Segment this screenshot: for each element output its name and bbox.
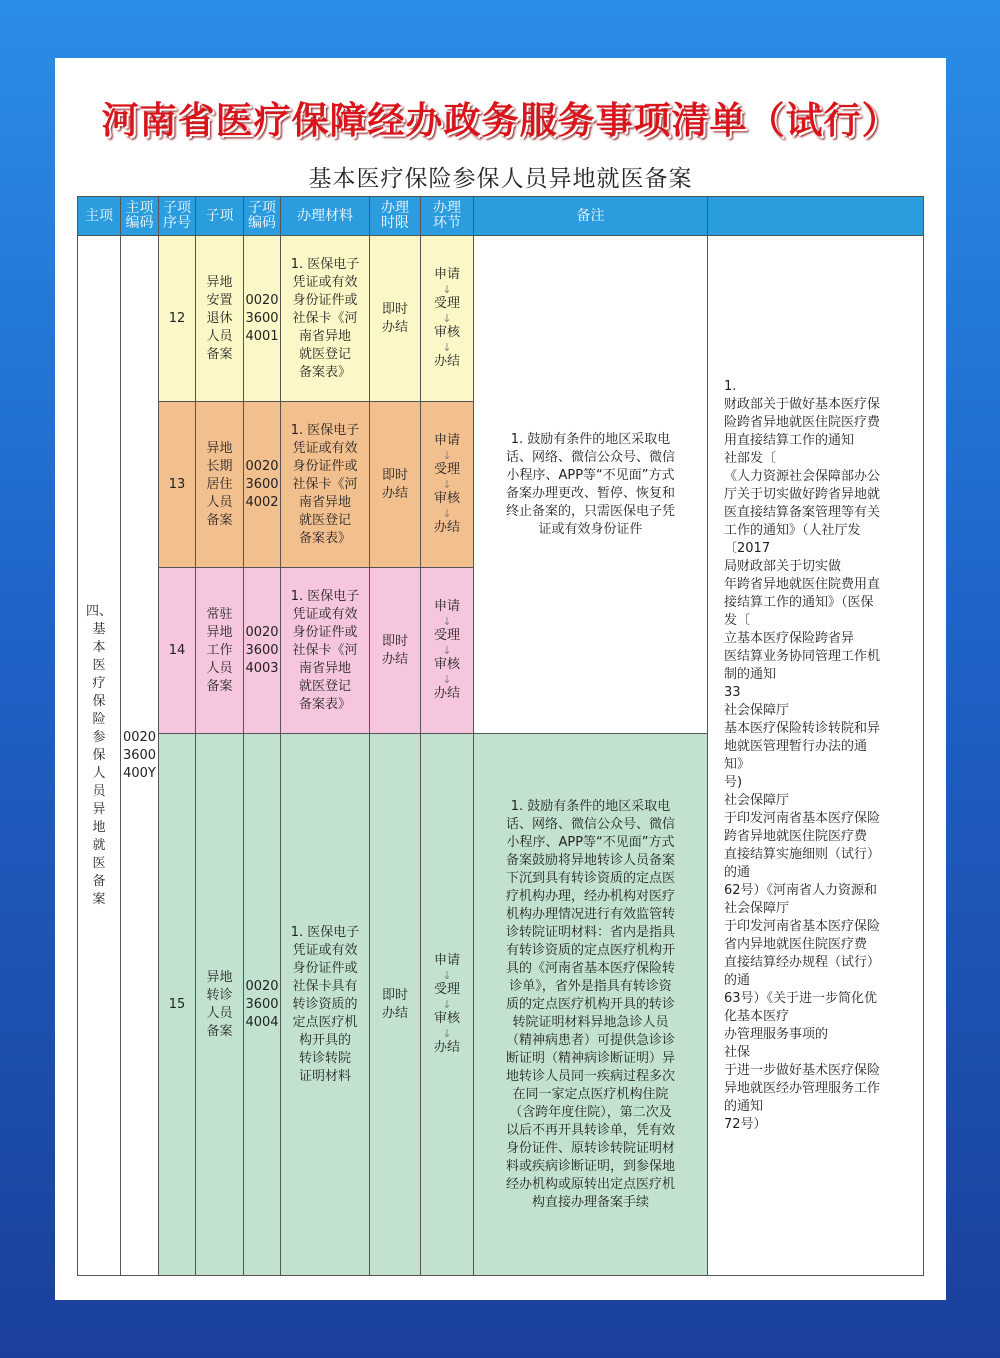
sub-no-cell: 15 — [159, 734, 196, 1276]
text-line: 4002 — [245, 494, 279, 510]
text-line: （精神病患者）可提供急诊诊 — [505, 1032, 675, 1048]
text-line: 南省异地 — [298, 328, 351, 344]
text-line: 办结 — [381, 485, 408, 501]
text-line: 话、网络、微信公众号、微信 — [505, 449, 675, 465]
text-line: 有转诊资质的定点医疗机构开 — [505, 942, 675, 958]
text-line: 转诊资质的 — [292, 996, 358, 1012]
text-line: 参 — [92, 729, 106, 745]
text-line: 4001 — [245, 328, 279, 344]
text-line: 身份证件或 — [292, 624, 358, 640]
text-line: 办结 — [381, 651, 408, 667]
text-line: 身份证件或 — [292, 458, 358, 474]
text-line: 局财政部关于切实做 — [724, 558, 842, 574]
text-line: 知》 — [724, 756, 751, 772]
header-materials: 办理材料 — [281, 197, 370, 236]
text-line: 社部发〔 — [724, 450, 777, 466]
text-line: 的通 — [724, 972, 751, 988]
text-line: 厅关于切实做好跨省异地就 — [724, 486, 881, 502]
text-line: 退休 — [206, 310, 233, 326]
sub-no-cell: 13 — [159, 402, 196, 568]
text-line: 医 — [92, 657, 106, 673]
service-table — [77, 196, 924, 1276]
sub-name-cell — [196, 734, 244, 1276]
text-line: 4003 — [245, 660, 279, 676]
text-line: 转院证明材料异地急诊人员 — [512, 1014, 669, 1030]
header-main-code: 主项 编码 — [121, 197, 159, 236]
text-line: 异 — [92, 801, 106, 817]
step-label: 办结 — [433, 686, 460, 701]
sub-title: 基本医疗保险参保人员异地就医备案 — [308, 166, 693, 192]
text-line: 0020 — [122, 729, 157, 745]
text-line: 南省异地 — [298, 660, 351, 676]
text-line: 备案表》 — [298, 696, 351, 712]
text-line: 终止备案的，只需医保电子凭 — [505, 503, 675, 519]
steps-cell — [421, 568, 474, 734]
text-line: 即时 — [381, 987, 408, 1003]
text-line: 1. 医保电子 — [290, 924, 360, 940]
text-line: 工作的通知》（人社厅发 — [724, 522, 861, 538]
text-line: 凭证或有效 — [292, 274, 358, 290]
down-arrow-icon: ↓ — [442, 644, 452, 657]
sub-code-cell — [244, 402, 281, 568]
down-arrow-icon: ↓ — [442, 998, 452, 1011]
text-line: 人 — [92, 765, 106, 781]
steps-cell — [421, 734, 474, 1276]
sub-code-cell — [244, 236, 281, 402]
limit-cell — [370, 734, 421, 1276]
text-line: 异地 — [206, 274, 233, 290]
text-line: 员 — [92, 783, 106, 799]
sub-code-cell — [244, 734, 281, 1276]
text-line: 料或疾病诊断证明，到参保地 — [505, 1158, 675, 1174]
text-line: 即时 — [381, 301, 408, 317]
text-line: 医 — [92, 855, 106, 871]
down-arrow-icon: ↓ — [442, 969, 452, 982]
step-label: 申请 — [433, 599, 460, 614]
down-arrow-icon: ↓ — [442, 478, 452, 491]
text-line: 就医登记 — [298, 346, 351, 362]
sub-name-cell — [196, 402, 244, 568]
text-line: 3600 — [245, 996, 279, 1012]
text-line: 化基本医疗 — [724, 1008, 790, 1024]
text-line: 基 — [92, 621, 106, 637]
text-line: 制的通知 — [724, 666, 777, 682]
main-code-cell — [121, 236, 159, 1276]
text-line: 备 — [92, 873, 106, 889]
header-basis — [708, 197, 924, 236]
text-line: 基本医疗保险转诊转院和异 — [724, 720, 881, 736]
text-line: 小程序、APP等“不见面”方式 — [506, 467, 675, 483]
limit-cell — [370, 236, 421, 402]
text-line: 于印发河南省基本医疗保险 — [724, 918, 881, 934]
text-line: 的通 — [724, 864, 751, 880]
text-line: 构开具的 — [298, 1032, 351, 1048]
step-label: 办结 — [433, 1040, 460, 1055]
header-remark: 备注 — [474, 197, 708, 236]
text-line: 0020 — [245, 458, 279, 474]
step-label: 申请 — [433, 953, 460, 968]
text-line: 0020 — [245, 624, 279, 640]
step-label: 审核 — [433, 491, 460, 506]
text-line: 的通知 — [724, 1098, 764, 1114]
text-line: 0020 — [245, 292, 279, 308]
text-line: 常驻 — [206, 606, 233, 622]
steps-cell — [421, 236, 474, 402]
text-line: 立基本医疗保险跨省异 — [724, 630, 855, 646]
text-line: 异地 — [206, 440, 233, 456]
materials-cell — [281, 568, 370, 734]
down-arrow-icon: ↓ — [442, 1027, 452, 1040]
text-line: 财政部关于做好基本医疗保 — [724, 396, 881, 412]
text-line: 1. — [724, 378, 737, 394]
header-limit: 办理 时限 — [370, 197, 421, 236]
text-line: 社会保障厅 — [724, 900, 790, 916]
text-line: 人员 — [206, 1005, 233, 1021]
text-line: 保 — [92, 747, 106, 763]
text-line: 诊单》，省外是指具有转诊资 — [509, 978, 672, 994]
text-line: 63号）《关于进一步简化优 — [724, 990, 878, 1006]
header-sub-no: 子项 序号 — [159, 197, 196, 236]
basis-cell — [708, 236, 924, 1276]
text-line: 即时 — [381, 633, 408, 649]
step-label: 办结 — [433, 520, 460, 535]
text-line: 4004 — [245, 1014, 279, 1030]
text-line: 案 — [92, 891, 106, 907]
text-line: 构直接办理备案手续 — [531, 1194, 649, 1210]
text-line: 身份证件或 — [292, 960, 358, 976]
text-line: 身份证件、原转诊转院证明材 — [505, 1140, 675, 1156]
sub-no-cell: 12 — [159, 236, 196, 402]
sub-name-cell — [196, 568, 244, 734]
down-arrow-icon: ↓ — [442, 283, 452, 296]
text-line: 工作 — [206, 642, 233, 658]
materials-cell — [281, 734, 370, 1276]
text-line: 备案 — [206, 678, 233, 694]
text-line: 经办机构或原转出定点医疗机 — [505, 1176, 675, 1192]
sub-no-cell: 14 — [159, 568, 196, 734]
step-label: 申请 — [433, 267, 460, 282]
text-line: 地转诊人员同一疾病过程多次 — [505, 1068, 675, 1084]
text-line: 用直接结算工作的通知 — [724, 432, 855, 448]
header-sub-code: 子项 编码 — [244, 197, 281, 236]
text-line: 社会保障厅 — [724, 792, 790, 808]
text-line: 身份证件或 — [292, 292, 358, 308]
text-line: 在同一家定点医疗机构住院 — [512, 1086, 669, 1102]
header-main: 主项 — [78, 197, 121, 236]
text-line: 地就医管理暂行办法的通 — [724, 738, 868, 754]
text-line: 省内异地就医住院医疗费 — [724, 936, 868, 952]
limit-cell — [370, 568, 421, 734]
text-line: 就 — [92, 837, 106, 853]
text-line: 保 — [92, 693, 106, 709]
text-line: 人员 — [206, 494, 233, 510]
step-label: 受理 — [433, 628, 460, 643]
text-line: 备案鼓励将异地转诊人员备案 — [505, 852, 675, 868]
text-line: 社保 — [724, 1044, 751, 1060]
text-line: 62号）《河南省人力资源和 — [724, 882, 878, 898]
limit-cell — [370, 402, 421, 568]
text-line: 断证明（精神病诊断证明）异 — [505, 1050, 675, 1066]
text-line: 疗 — [92, 675, 106, 691]
text-line: 质的定点医疗机构开具的转诊 — [505, 996, 675, 1012]
text-line: 医直接结算备案管理等有关 — [724, 504, 881, 520]
sub-name-cell — [196, 236, 244, 402]
step-label: 审核 — [433, 657, 460, 672]
text-line: 险 — [92, 711, 106, 727]
steps-cell — [421, 402, 474, 568]
step-label: 申请 — [433, 433, 460, 448]
text-line: 社会保障厅 — [724, 702, 790, 718]
down-arrow-icon: ↓ — [442, 341, 452, 354]
text-line: 凭证或有效 — [292, 606, 358, 622]
materials-cell — [281, 236, 370, 402]
sub-code-cell — [244, 568, 281, 734]
step-label: 受理 — [433, 982, 460, 997]
text-line: 1. 医保电子 — [290, 588, 360, 604]
text-line: 南省异地 — [298, 494, 351, 510]
text-line: 备案 — [206, 346, 233, 362]
text-line: 居住 — [206, 476, 233, 492]
text-line: 四、 — [85, 603, 112, 619]
down-arrow-icon: ↓ — [442, 449, 452, 462]
down-arrow-icon: ↓ — [442, 507, 452, 520]
step-label: 受理 — [433, 296, 460, 311]
text-line: 凭证或有效 — [292, 440, 358, 456]
text-line: 接结算工作的通知》（医保 — [724, 594, 874, 610]
text-line: 0020 — [245, 978, 279, 994]
text-line: 转诊 — [206, 987, 233, 1003]
text-line: 于印发河南省基本医疗保险 — [724, 810, 881, 826]
text-line: 直接结算经办规程（试行） — [724, 954, 881, 970]
text-line: 即时 — [381, 467, 408, 483]
text-line: 直接结算实施细则（试行） — [724, 846, 881, 862]
down-arrow-icon: ↓ — [442, 312, 452, 325]
text-line: 《人力资源社会保障部办公 — [724, 468, 881, 484]
text-line: 办结 — [381, 1005, 408, 1021]
text-line: 小程序、APP等“不见面”方式 — [506, 834, 675, 850]
text-line: 1. 鼓励有条件的地区采取电 — [510, 798, 671, 814]
text-line: 备案 — [206, 512, 233, 528]
text-line: 跨省异地就医住院医疗费 — [724, 828, 868, 844]
text-line: 社保卡《河 — [292, 476, 358, 492]
text-line: 年跨省异地就医住院费用直 — [724, 576, 881, 592]
down-arrow-icon: ↓ — [442, 673, 452, 686]
text-line: 异地就医经办管理服务工作 — [724, 1080, 881, 1096]
text-line: 号) — [724, 774, 743, 790]
text-line: 33 — [724, 684, 741, 700]
materials-cell — [281, 402, 370, 568]
text-line: 凭证或有效 — [292, 942, 358, 958]
text-line: 1. 医保电子 — [290, 256, 360, 272]
header-step: 办理 环节 — [421, 197, 474, 236]
text-line: 以后不再开具转诊单，凭有效 — [505, 1122, 675, 1138]
text-line: 3600 — [122, 747, 157, 763]
text-line: 诊转院证明材料：省内是指具 — [505, 924, 675, 940]
text-line: 具的《河南省基本医疗保险转 — [505, 960, 675, 976]
text-line: 办管理服务事项的 — [724, 1026, 829, 1042]
text-line: 安置 — [206, 292, 233, 308]
text-line: 〔2017 — [724, 540, 771, 556]
text-line: 社保卡《河 — [292, 310, 358, 326]
text-line: 3600 — [245, 476, 279, 492]
text-line: 就医登记 — [298, 678, 351, 694]
main-item-cell — [78, 236, 121, 1276]
step-label: 审核 — [433, 1011, 460, 1026]
table-header — [78, 197, 924, 236]
text-line: 备案表》 — [298, 530, 351, 546]
step-label: 审核 — [433, 325, 460, 340]
main-title: 河南省医疗保障经办政务服务事项清单（试行） — [101, 98, 900, 142]
down-arrow-icon: ↓ — [442, 615, 452, 628]
document-sheet — [55, 58, 946, 1300]
text-line: 转诊转院 — [298, 1050, 351, 1066]
text-line: 社保卡《河 — [292, 642, 358, 658]
text-line: 定点医疗机 — [292, 1014, 358, 1030]
text-line: 长期 — [206, 458, 233, 474]
text-line: 3600 — [245, 310, 279, 326]
text-line: 异地 — [206, 624, 233, 640]
text-line: 备案表》 — [298, 364, 351, 380]
step-label: 受理 — [433, 462, 460, 477]
header-sub: 子项 — [196, 197, 244, 236]
text-line: 72号） — [724, 1116, 767, 1132]
text-line: 下沉到具有转诊资质的定点医 — [505, 870, 675, 886]
text-line: 1. 医保电子 — [290, 422, 360, 438]
text-line: （含跨年度住院），第二次及 — [509, 1104, 672, 1120]
text-line: 就医登记 — [298, 512, 351, 528]
text-line: 3600 — [245, 642, 279, 658]
text-line: 医结算业务协同管理工作机 — [724, 648, 881, 664]
text-line: 疗机构办理，经办机构对医疗 — [505, 888, 675, 904]
text-line: 人员 — [206, 328, 233, 344]
remark-cell-2 — [474, 734, 708, 1276]
text-line: 本 — [92, 639, 106, 655]
text-line: 人员 — [206, 660, 233, 676]
step-label: 办结 — [433, 354, 460, 369]
remark-cell-1 — [474, 236, 708, 734]
text-line: 备案 — [206, 1023, 233, 1039]
text-line: 证明材料 — [298, 1068, 351, 1084]
text-line: 1. 鼓励有条件的地区采取电 — [510, 431, 671, 447]
text-line: 发〔 — [724, 612, 751, 628]
text-line: 备案办理更改、暂停、恢复和 — [505, 485, 675, 501]
text-line: 地 — [92, 819, 106, 835]
table-row — [78, 236, 924, 402]
text-line: 异地 — [206, 969, 233, 985]
text-line: 于进一步做好基术医疗保险 — [724, 1062, 881, 1078]
text-line: 社保卡具有 — [292, 978, 358, 994]
text-line: 证或有效身份证件 — [538, 521, 643, 537]
text-line: 400Y — [123, 765, 156, 781]
text-line: 办结 — [381, 319, 408, 335]
text-line: 话、网络、微信公众号、微信 — [505, 816, 675, 832]
text-line: 险跨省异地就医住院医疗费 — [724, 414, 881, 430]
text-line: 机构办理情况进行有效监管转 — [505, 906, 675, 922]
